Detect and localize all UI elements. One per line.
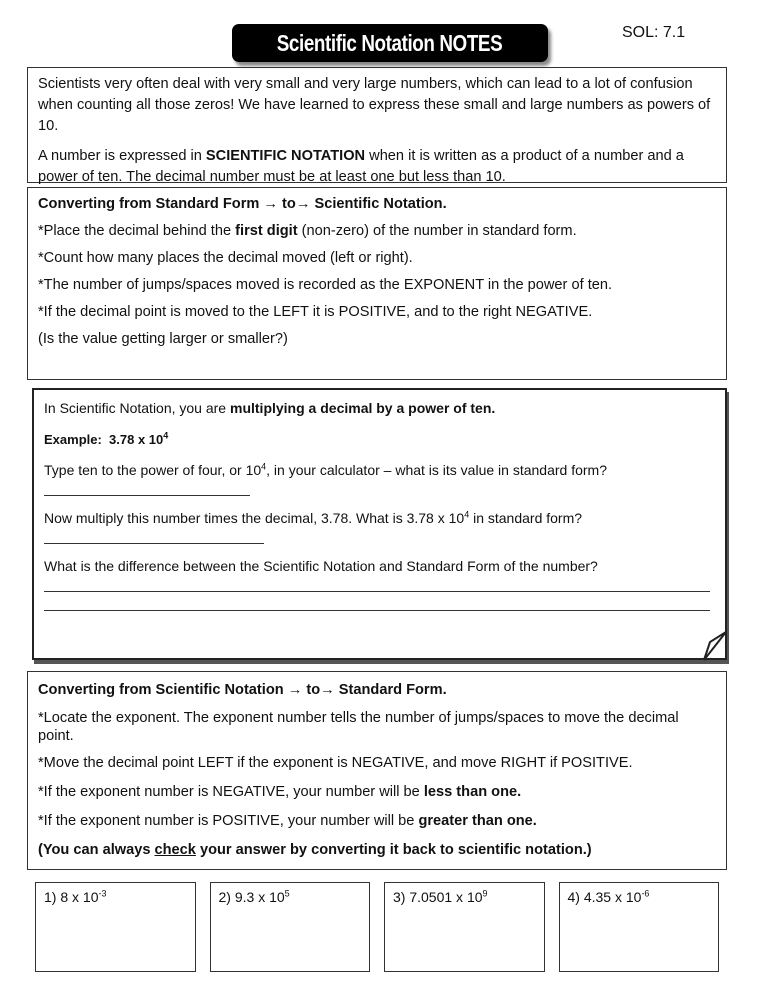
problem-label: 3) 7.0501 x 10	[393, 889, 483, 905]
step: *The number of jumps/spaces moved is recorded as the EXPONENT in the power of ten.	[38, 277, 613, 293]
step: (Is the value getting larger or smaller?)	[38, 331, 288, 347]
spacer	[195, 883, 210, 972]
step	[38, 782, 716, 803]
exponent: 9	[482, 888, 488, 899]
problem-cell[interactable]	[36, 883, 196, 972]
exponent: -6	[641, 888, 650, 899]
page-curl-icon	[700, 630, 730, 662]
text: (You can always	[38, 842, 155, 858]
intro-box	[27, 67, 727, 183]
note-intro	[44, 398, 715, 419]
bold-text: SCIENTIFIC NOTATION	[205, 148, 366, 164]
problem-cell[interactable]	[385, 883, 545, 972]
scientific-to-standard-box	[27, 671, 727, 870]
step: *Locate the exponent. The exponent number tells the number of jumps/spaces to move the decimal point.	[38, 710, 679, 744]
question-1	[44, 460, 715, 481]
text: , in your calculator – what is its value in standard form?	[266, 462, 607, 478]
example	[44, 429, 715, 450]
answer-line-2[interactable]	[44, 529, 264, 544]
bold-text: less than one.	[423, 784, 522, 800]
text: *Place the decimal behind the	[38, 223, 236, 239]
text: In Scientific Notation, you are	[44, 400, 230, 416]
text: *If the exponent number is POSITIVE, your number will be	[38, 813, 419, 829]
problem-cell[interactable]	[210, 883, 370, 972]
spacer	[544, 883, 559, 972]
section-heading	[38, 194, 716, 215]
text: (non-zero) of the number in standard form.	[297, 223, 577, 239]
example-note-box	[32, 388, 727, 660]
underlined-text: check	[154, 842, 196, 858]
question-2	[44, 508, 715, 529]
sol-label: SOL: 7.1	[622, 24, 686, 41]
text: Type ten to the power of four, or 10	[44, 462, 262, 478]
step	[38, 840, 716, 861]
bold-text: first digit	[235, 223, 298, 239]
text: Now multiply this number times the decimal, 3.78. What is 3.78 x 10	[44, 510, 465, 526]
intro-paragraph-2	[38, 146, 716, 188]
answer-line-4[interactable]	[44, 596, 710, 611]
standard-to-scientific-box	[27, 187, 727, 380]
step	[38, 221, 716, 242]
problem-label: 2) 9.3 x 10	[218, 889, 285, 905]
text: in standard form?	[469, 510, 583, 526]
text: A number is expressed in	[38, 148, 206, 164]
practice-problems-table	[35, 882, 719, 972]
section-heading	[38, 680, 716, 701]
page-title	[232, 24, 548, 62]
step: *Count how many places the decimal moved (left or right).	[38, 250, 413, 266]
problem-cell[interactable]	[559, 883, 719, 972]
step: *If the decimal point is moved to the LEFT it is POSITIVE, and to the right NEGATIVE.	[38, 304, 593, 320]
bold-text: multiplying a decimal by a power of ten.	[230, 400, 496, 416]
heading-text: Converting from Scientific Notation → to→ Standard Form.	[38, 682, 447, 698]
intro-paragraph-1: Scientists very often deal with very small and very large numbers, which can lead to a lot of confusion when counting all those zeros! We have learned to express these small and large numbers as powers of 10.	[38, 76, 711, 134]
exponent: 5	[284, 888, 290, 899]
example-value: 3.78 x 10	[109, 432, 164, 447]
exponent: 4	[464, 509, 470, 520]
heading-text: Converting from Standard Form → to→ Scientific Notation.	[38, 196, 447, 212]
spacer	[370, 883, 385, 972]
exponent: 4	[261, 461, 267, 472]
step: *Move the decimal point LEFT if the exponent is NEGATIVE, and move RIGHT if POSITIVE.	[38, 755, 633, 771]
problem-label: 1) 8 x 10	[44, 889, 99, 905]
text: when it is written as a product of a number and a power of ten. The decimal number must be at least one but less than 10.	[38, 148, 684, 185]
bold-text: greater than one.	[418, 813, 537, 829]
example-label: Example:	[44, 432, 102, 447]
text: your answer by converting it back to scientific notation.)	[195, 842, 592, 858]
text: *If the exponent number is NEGATIVE, your number will be	[38, 784, 424, 800]
step	[38, 811, 716, 832]
title-text: Scientific Notation NOTES	[277, 30, 503, 56]
answer-line-3[interactable]	[44, 577, 710, 592]
answer-line-1[interactable]	[44, 481, 250, 496]
problem-label: 4) 4.35 x 10	[567, 889, 642, 905]
question-3: What is the difference between the Scientific Notation and Standard Form of the number?	[44, 558, 598, 574]
exponent: 4	[163, 430, 169, 441]
exponent: -3	[98, 888, 107, 899]
